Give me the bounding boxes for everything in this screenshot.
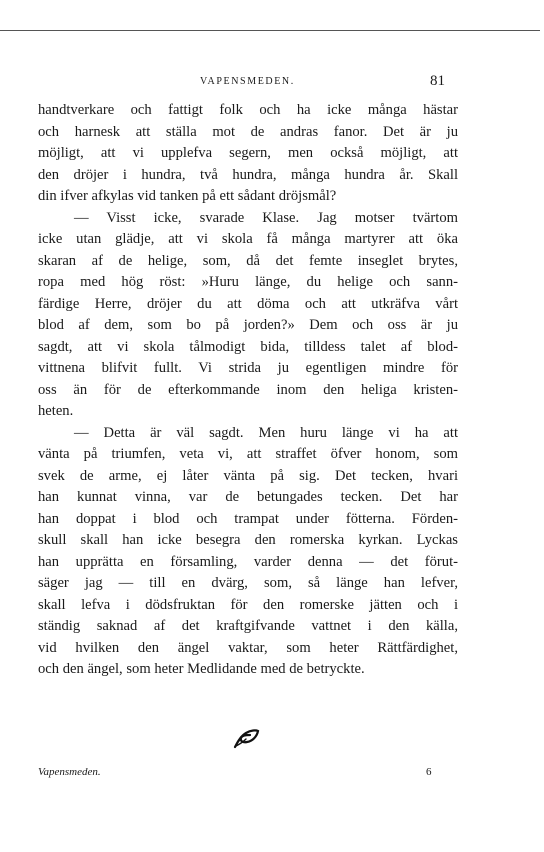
page-footer bbox=[0, 764, 544, 784]
text-line: skull skall han icke besegra den romerska kyrkan. Lyckas bbox=[38, 532, 458, 548]
text-line: heten. bbox=[38, 403, 74, 419]
text-line: möjligt, att vi upplefva segern, men också möjligt, att bbox=[38, 145, 458, 161]
text-line: han upprätta en församling, varder denna — det förut- bbox=[38, 553, 458, 570]
text-line: vänta på triumfen, veta vi, att straffet öfver honom, som bbox=[38, 446, 458, 462]
text-line: han doppat i blod och trampat under fötterna. Förden- bbox=[38, 510, 458, 527]
text-line: vittnena blifvit fullt. Vi strida ju egentligen mindre för bbox=[38, 360, 458, 376]
text-line: din ifver afkylas vid tanken på ett sådant dröjsmål? bbox=[38, 188, 337, 204]
leaf-ornament-icon bbox=[232, 727, 260, 749]
text-line: oss än för de efterkommande inom den heliga kristen- bbox=[38, 381, 458, 398]
signature-number: 6 bbox=[426, 766, 432, 778]
text-line: — Visst icke, svarade Klase. Jag motser tvärtom bbox=[74, 209, 458, 226]
text-line: skall lefva i dödsfruktan för den romerske jätten och i bbox=[38, 596, 458, 613]
top-rule bbox=[0, 30, 540, 31]
text-line: och den ängel, som heter Medlidande med de betryckte. bbox=[38, 661, 365, 677]
body-text bbox=[38, 100, 458, 681]
text-line: den dröjer i hundra, två hundra, många hundra år. Skall bbox=[38, 166, 458, 183]
text-line: färdige Herre, dröjer du att döma och att utkräfva vårt bbox=[38, 295, 458, 312]
text-line: vid hvilken den ängel vaktar, som heter Rättfärdighet, bbox=[38, 639, 458, 656]
text-line: blod af dem, som bo på jorden?» Dem och oss är ju bbox=[38, 317, 458, 333]
text-line: säger jag — till en dvärg, som, så länge han lefver, bbox=[38, 575, 458, 591]
text-line: ropa med hög röst: »Huru länge, du helige och sann- bbox=[38, 274, 458, 290]
text-line: skaran af de helige, som, då det femte inseglet brytes, bbox=[38, 252, 458, 269]
text-line: och harnesk att ställa mot de andras fanor. Det är ju bbox=[38, 123, 458, 140]
signature-mark: Vapensmeden. bbox=[38, 766, 101, 778]
running-title: VAPENSMEDEN. bbox=[200, 76, 295, 87]
text-line: ständig saknad af det kraftgifvande vattnet i den källa, bbox=[38, 618, 458, 634]
text-line: han kunnat vinna, var de betungades tecken. Det har bbox=[38, 489, 458, 505]
text-line: — Detta är väl sagdt. Men huru länge vi ha att bbox=[74, 424, 458, 441]
page-number: 81 bbox=[430, 73, 445, 89]
text-line: sagdt, att vi skola tålmodigt bida, tilldess talet af blod- bbox=[38, 338, 458, 355]
running-head bbox=[0, 74, 544, 94]
text-line: handtverkare och fattigt folk och ha icke många hästar bbox=[38, 102, 458, 118]
text-line: svek de arme, ej låter vänta på sig. Det tecken, hvari bbox=[38, 467, 458, 484]
text-line: icke utan glädje, att vi skola få många martyrer att öka bbox=[38, 231, 458, 247]
